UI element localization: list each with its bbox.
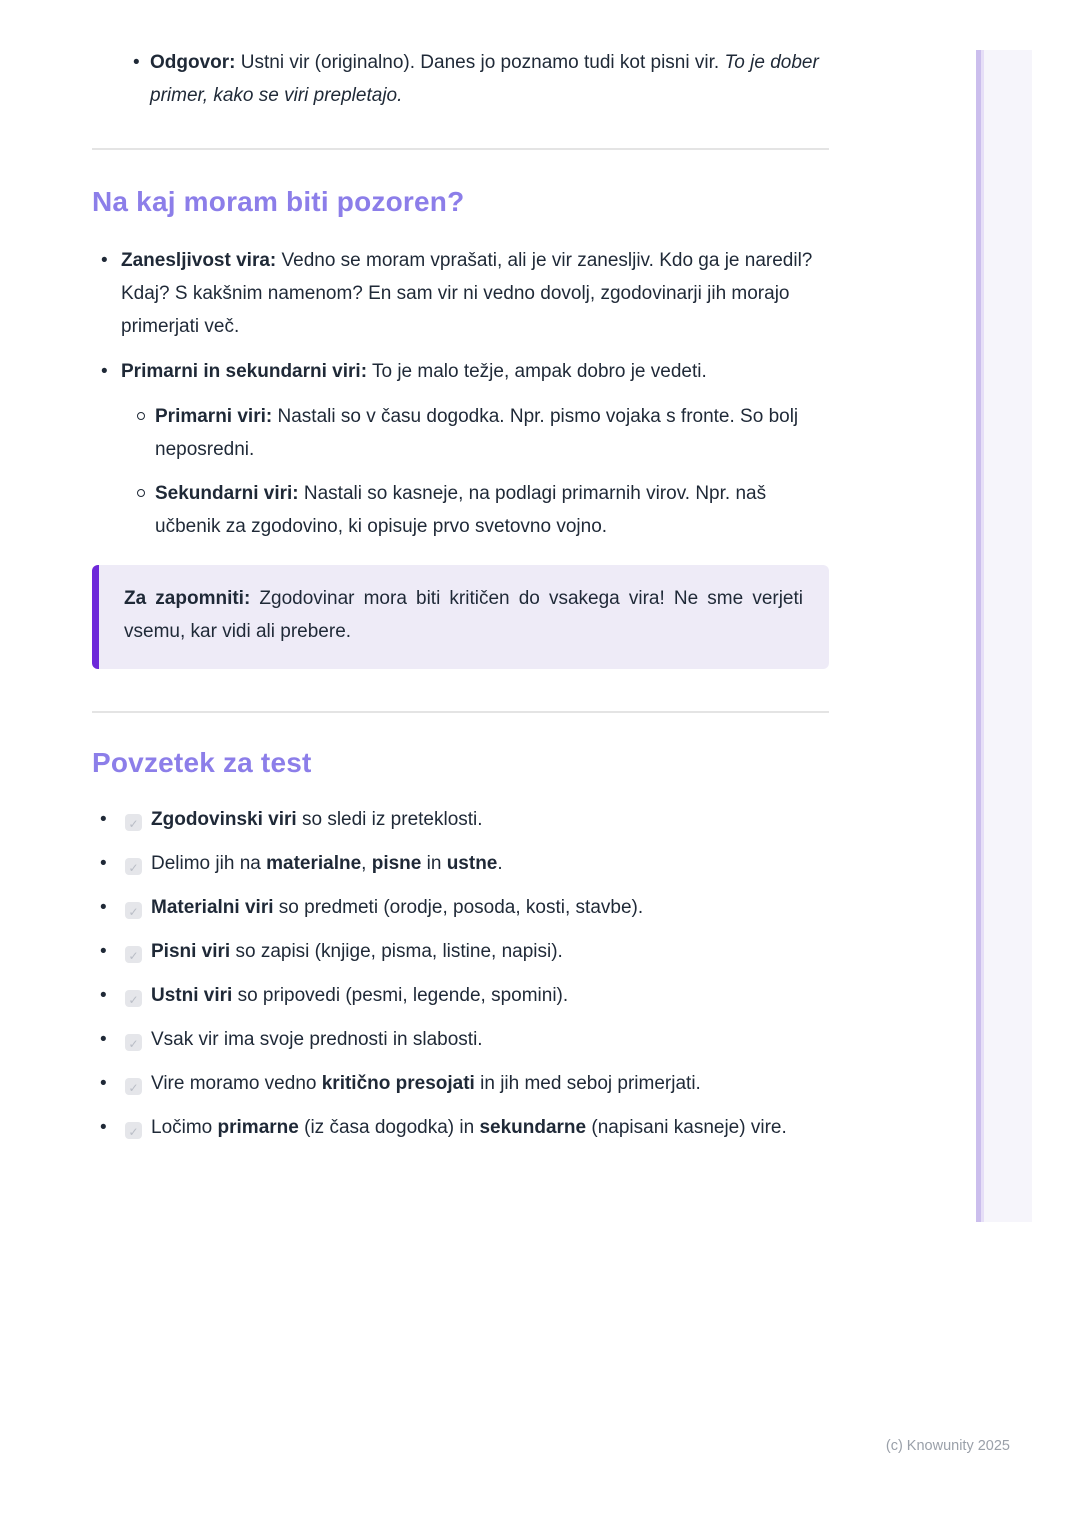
checkbox-checked-icon[interactable] bbox=[125, 1122, 142, 1139]
checklist-item bbox=[92, 803, 829, 836]
section-divider bbox=[92, 711, 829, 713]
checklist-item bbox=[92, 935, 829, 968]
checkbox-checked-icon[interactable] bbox=[125, 990, 142, 1007]
document-content bbox=[92, 0, 829, 1155]
checklist-item bbox=[92, 1067, 829, 1100]
checkbox-checked-icon[interactable] bbox=[125, 1034, 142, 1051]
list-item: Primarni viri: Nastali so v času dogodka. Npr. pismo vojaka s fronte. So bolj neposredni. bbox=[92, 400, 829, 466]
list-item: • Zanesljivost vira: Vedno se moram vprašati, ali je vir zanesljiv. Kdo ga je naredil? Kdaj? S kakšnim namenom? En sam vir ni vedno dovolj, zgodovinarji jih morajo primerjati več. bbox=[92, 244, 829, 343]
list-item: Sekundarni viri: Nastali so kasneje, na podlagi primarnih virov. Npr. naš učbenik za zgodovino, ki opisuje prvo svetovno vojno. bbox=[92, 477, 829, 543]
check-mark-icon: ✓ bbox=[128, 861, 139, 875]
checklist-item-text: Vire moramo vedno kritično presojati in jih med seboj primerjati. bbox=[151, 1073, 701, 1094]
list-item: • Primarni in sekundarni viri: To je malo težje, ampak dobro je vedeti. bbox=[92, 355, 829, 388]
check-mark-icon: ✓ bbox=[128, 993, 139, 1007]
list-item: • Odgovor: Ustni vir (originalno). Danes jo poznamo tudi kot pisni vir. To je dober primer, kako se viri prepletajo. bbox=[92, 46, 829, 112]
check-mark-icon: ✓ bbox=[128, 1081, 139, 1095]
checkbox-checked-icon[interactable] bbox=[125, 814, 142, 831]
checklist-item bbox=[92, 1023, 829, 1056]
checklist-item bbox=[92, 979, 829, 1012]
checklist-item-text: Ustni viri so pripovedi (pesmi, legende, spomini). bbox=[151, 985, 569, 1006]
check-mark-icon: ✓ bbox=[128, 905, 139, 919]
checklist-item-text: Zgodovinski viri so sledi iz preteklosti. bbox=[151, 809, 483, 830]
check-mark-icon: ✓ bbox=[128, 1125, 139, 1139]
checklist-item bbox=[92, 891, 829, 924]
checklist-item-text: Vsak vir ima svoje prednosti in slabosti. bbox=[151, 1029, 483, 1050]
checklist-item-text: Delimo jih na materialne, pisne in ustne. bbox=[151, 853, 503, 874]
next-page-edge-panel bbox=[976, 50, 1032, 1222]
sub-bullet-list bbox=[92, 400, 829, 543]
callout-box bbox=[92, 565, 829, 669]
checkbox-checked-icon[interactable] bbox=[125, 946, 142, 963]
checklist-item-text: Pisni viri so zapisi (knjige, pisma, listine, napisi). bbox=[151, 941, 563, 962]
checklist-item-text: Ločimo primarne (iz časa dogodka) in sekundarne (napisani kasneje) vire. bbox=[151, 1117, 787, 1138]
checklist-item bbox=[92, 847, 829, 880]
intro-list bbox=[92, 46, 829, 112]
section-title-povzetek: Povzetek za test bbox=[92, 747, 312, 778]
check-mark-icon: ✓ bbox=[128, 949, 139, 963]
section-title-pozoren: Na kaj moram biti pozoren? bbox=[92, 186, 465, 217]
copyright-text: (c) Knowunity 2025 bbox=[885, 1438, 1010, 1454]
callout-text: Za zapomniti: Zgodovinar mora biti kritičen do vsakega vira! Ne sme verjeti vsemu, kar vidi ali prebere. bbox=[124, 588, 803, 642]
checklist bbox=[92, 803, 829, 1144]
checkbox-checked-icon[interactable] bbox=[125, 858, 142, 875]
bullet-list bbox=[92, 244, 829, 388]
check-mark-icon: ✓ bbox=[128, 1037, 139, 1051]
checklist-item-text: Materialni viri so predmeti (orodje, posoda, kosti, stavbe). bbox=[151, 897, 644, 918]
check-mark-icon: ✓ bbox=[128, 817, 139, 831]
checkbox-checked-icon[interactable] bbox=[125, 1078, 142, 1095]
checkbox-checked-icon[interactable] bbox=[125, 902, 142, 919]
section-divider bbox=[92, 148, 829, 150]
checklist-item bbox=[92, 1111, 829, 1144]
